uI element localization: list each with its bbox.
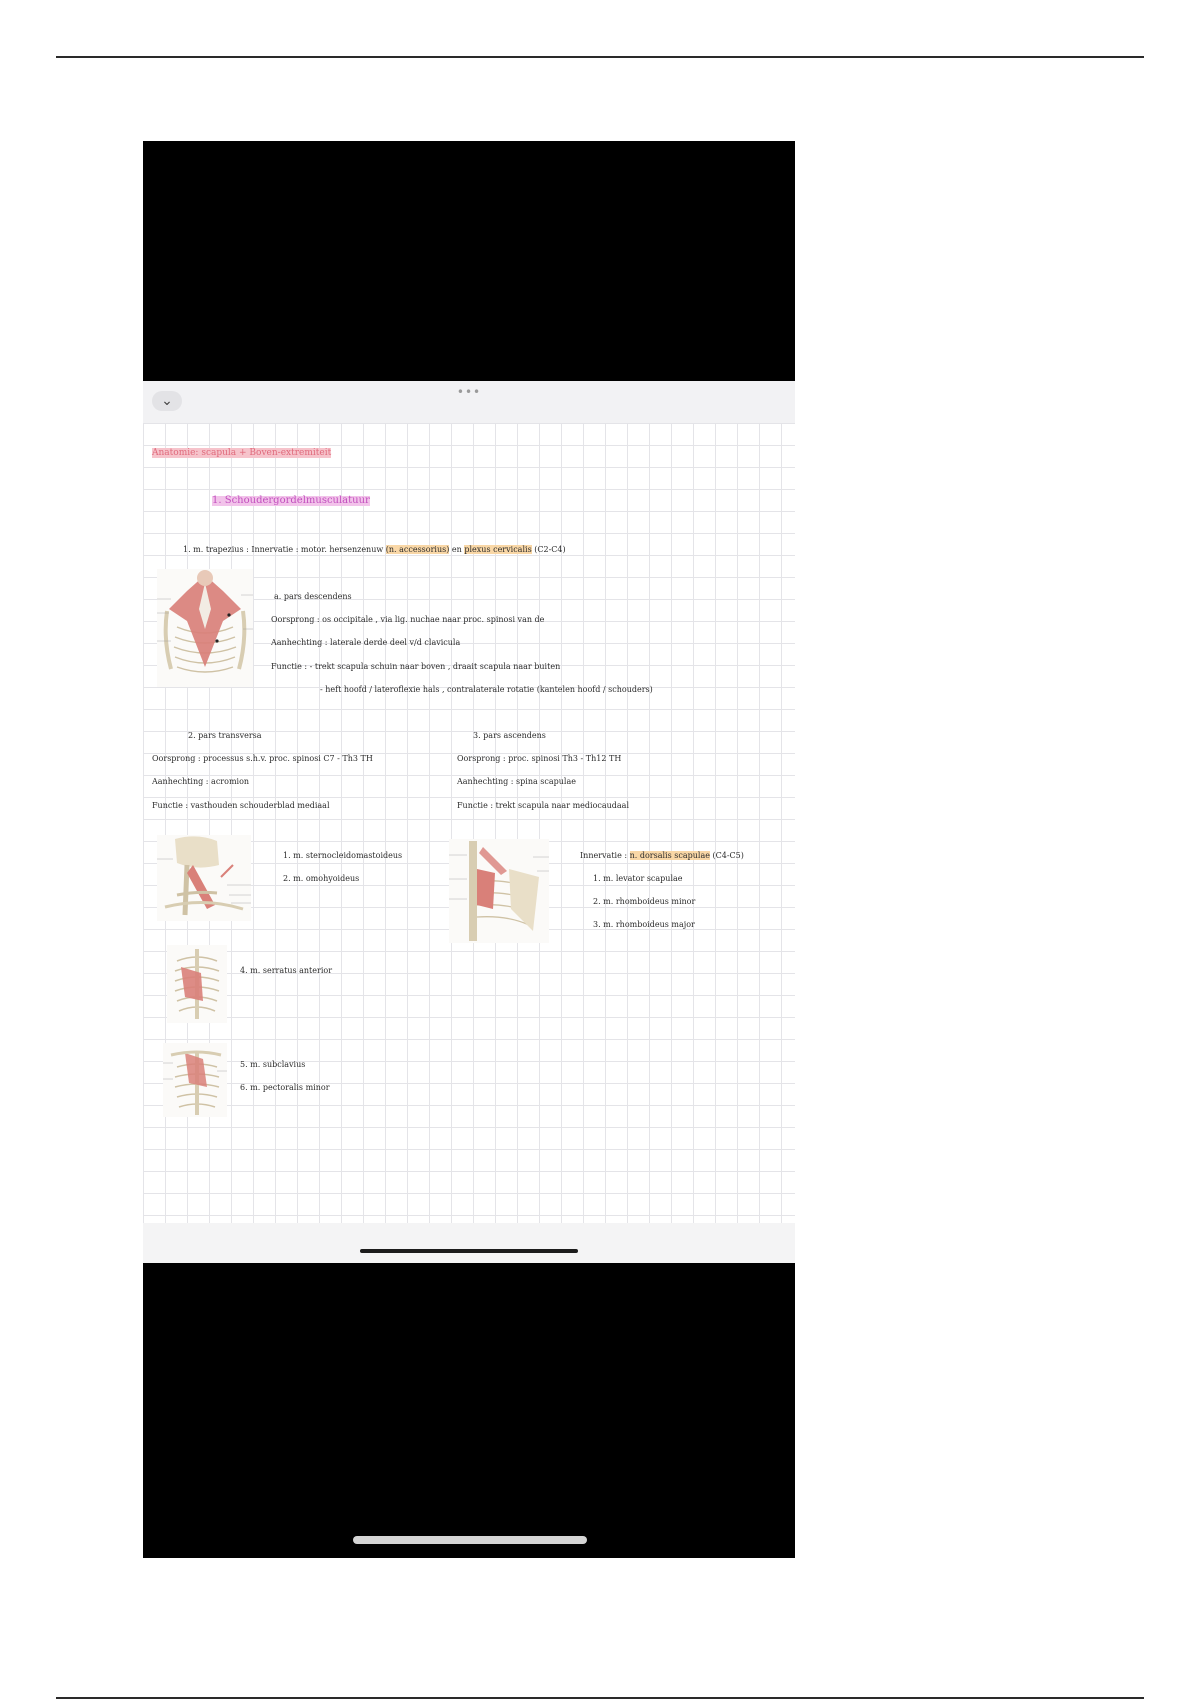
top-rule bbox=[56, 56, 1144, 58]
pars-descendens-functie-1: Functie : - trekt scapula schuin naar boven , draait scapula naar buiten bbox=[271, 662, 561, 671]
accessory-nerve: (n. accessorius) bbox=[385, 545, 450, 554]
pars-transversa-functie: Functie : vasthouden schouderblad mediaal bbox=[152, 801, 330, 810]
back-innervation-segments: (C4-C5) bbox=[712, 851, 744, 860]
neck-muscles-illustration bbox=[157, 835, 251, 921]
back-muscles-illustration bbox=[449, 839, 549, 943]
chest-item-2: 6. m. pectoralis minor bbox=[240, 1083, 330, 1092]
note-subtitle: 1. Schoudergordelmusculatuur bbox=[212, 495, 370, 506]
serratus-illustration bbox=[167, 945, 227, 1023]
pars-ascendens-heading: 3. pars ascendens bbox=[473, 731, 546, 740]
serratus-label: 4. m. serratus anterior bbox=[240, 966, 333, 975]
pars-descendens-functie-2: - heft hoofd / lateroflexie hals , contralaterale rotatie (kantelen hoofd / schouders) bbox=[320, 685, 653, 694]
pars-ascendens-aanhechting: Aanhechting : spina scapulae bbox=[457, 777, 576, 786]
back-item-3: 3. m. rhomboideus major bbox=[593, 920, 695, 929]
chevron-down-icon: ⌄ bbox=[161, 393, 173, 409]
back-innervation-line bbox=[580, 851, 744, 861]
back-item-2: 2. m. rhomboideus minor bbox=[593, 897, 696, 906]
more-options-icon[interactable]: ••• bbox=[456, 385, 482, 399]
note-title: Anatomie: scapula + Boven-extremiteit bbox=[152, 448, 332, 458]
pars-descendens-oorsprong: Oorsprong : os occipitale , via lig. nuchae naar proc. spinosi van de bbox=[271, 615, 545, 624]
pars-ascendens-oorsprong: Oorsprong : proc. spinosi Th3 - Th12 TH bbox=[457, 754, 622, 763]
pars-descendens-aanhechting: Aanhechting : laterale derde deel v/d clavicula bbox=[271, 638, 461, 647]
pars-transversa-oorsprong: Oorsprong : processus s.h.v. proc. spinosi C7 - Th3 TH bbox=[152, 754, 373, 763]
bottom-rule bbox=[56, 1697, 1144, 1699]
neck-item-2: 2. m. omohyoideus bbox=[283, 874, 360, 883]
neck-item-1: 1. m. sternocleidomastoideus bbox=[283, 851, 403, 860]
trapezius-illustration bbox=[157, 569, 253, 687]
pars-descendens-heading: a. pars descendens bbox=[274, 592, 352, 601]
trapezius-innervation: : Innervatie : motor. hersenzenuw bbox=[246, 545, 384, 554]
back-item-1: 1. m. levator scapulae bbox=[593, 874, 683, 883]
pars-transversa-heading: 2. pars transversa bbox=[188, 731, 262, 740]
back-innervation-label: Innervatie : bbox=[580, 851, 628, 860]
note-sheet bbox=[143, 381, 795, 1263]
note-canvas[interactable] bbox=[143, 423, 795, 1223]
trapezius-name: 1. m. trapezius bbox=[183, 545, 244, 554]
phone-screenshot bbox=[143, 141, 795, 1558]
home-indicator[interactable] bbox=[353, 1536, 587, 1544]
trapezius-line bbox=[183, 545, 566, 555]
trapezius-segments: (C2-C4) bbox=[534, 545, 566, 554]
pars-ascendens-functie: Functie : trekt scapula naar mediocaudaal bbox=[457, 801, 629, 810]
collapse-button[interactable] bbox=[152, 391, 182, 411]
chest-item-1: 5. m. subclavius bbox=[240, 1060, 306, 1069]
dorsal-scapular-nerve: n. dorsalis scapulae bbox=[629, 851, 710, 860]
trapezius-en: en bbox=[451, 545, 462, 554]
chest-muscles-illustration bbox=[163, 1043, 227, 1117]
pars-transversa-aanhechting: Aanhechting : acromion bbox=[152, 777, 250, 786]
home-indicator-inner[interactable] bbox=[360, 1249, 578, 1253]
sheet-toolbar bbox=[143, 381, 795, 423]
cervical-plexus: plexus cervicalis bbox=[464, 545, 532, 554]
